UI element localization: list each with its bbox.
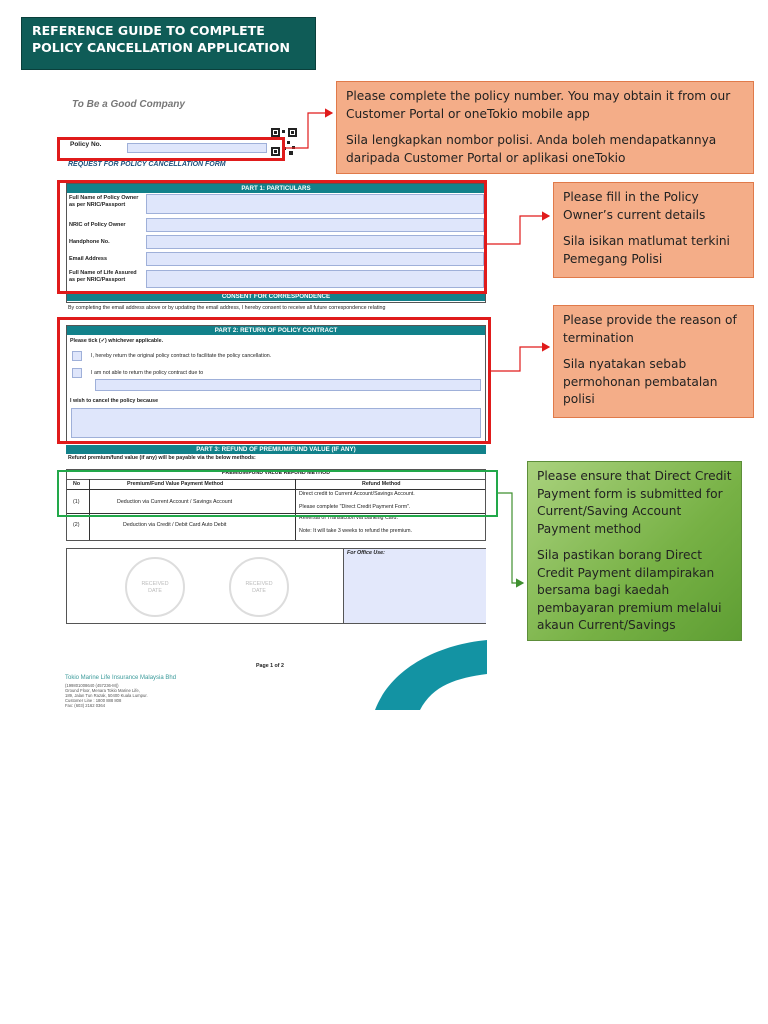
part2-instruction: Please tick (✓) whichever applicable. xyxy=(70,338,164,344)
field-label-owner-name: Full Name of Policy Owner as per NRIC/Passport xyxy=(69,195,139,208)
footer-line: Fax: (603) 2162 0364 xyxy=(65,703,106,708)
part3-header: PART 3: REFUND OF PREMIUM/FUND VALUE (IF ANY) xyxy=(66,445,486,454)
row2-method: Deduction via Credit / Debit Card Auto Debit xyxy=(123,522,227,528)
policy-no-label: Policy No. xyxy=(70,141,102,148)
callout-1-en: Please complete the policy number. You may obtain it from our Customer Portal or oneTokio mobile app xyxy=(346,89,731,121)
col-header-refund: Refund Method xyxy=(362,481,401,487)
cancel-reason-label: I wish to cancel the policy because xyxy=(70,398,159,404)
refund-table-title: PREMIUM/FUND VALUE REFUND METHOD xyxy=(67,470,485,480)
callout-3-en: Please provide the reason of termination xyxy=(563,313,737,345)
return-contract-option: I, hereby return the original policy contract to facilitate the policy cancellation. xyxy=(91,353,272,359)
office-use-label: For Office Use: xyxy=(347,550,385,556)
callout-1-ms: Sila lengkapkan nombor polisi. Anda boleh mendapatkannya daripada Customer Portal or aplikasi oneTokio xyxy=(346,133,717,165)
consent-text: By completing the email address above or by updating the email address, I hereby consent to receive all future correspondence relating xyxy=(68,305,386,311)
footer-line: (199801008640 (457236-M)) xyxy=(65,683,119,688)
row2-no: (2) xyxy=(73,522,80,528)
field-label-handphone: Handphone No. xyxy=(69,239,110,245)
page-number: Page 1 of 2 xyxy=(256,663,284,669)
part1-header: PART 1: PARTICULARS xyxy=(67,184,485,193)
row1-no: (1) xyxy=(73,499,80,505)
callout-termination-reason xyxy=(553,305,754,418)
callout-4-en: Please ensure that Direct Credit Payment form is submitted for Current/Saving Account Payment method xyxy=(537,469,732,536)
guide-title: REFERENCE GUIDE TO COMPLETE POLICY CANCELLATION APPLICATION xyxy=(32,23,291,55)
row2-refund-line1: Reversal of Transaction via Banking Card. xyxy=(299,515,398,521)
callout-4-ms: Sila pastikan borang Direct Credit Payment dilampirakan bersama bagi kaedah pembayaran premium melalui akaun Current/Savings xyxy=(537,548,722,632)
part3-intro: Refund premium/fund value (if any) will be payable via the below methods: xyxy=(68,455,256,461)
callout-direct-credit xyxy=(527,461,742,641)
footer-line: 189, Jalan Tun Razak, 50400 Kuala Lumpur. xyxy=(65,693,148,698)
stamp-1-text: RECEIVED DATE xyxy=(141,581,169,594)
stamp-2-text: RECEIVED DATE xyxy=(245,581,273,594)
field-label-owner-nric: NRIC of Policy Owner xyxy=(69,222,126,228)
row1-method: Deduction via Current Account / Savings Account xyxy=(117,499,233,505)
form-tagline: To Be a Good Company xyxy=(72,99,185,110)
field-label-life-assured: Full Name of Life Assured as per NRIC/Passport xyxy=(69,270,137,283)
form-title: REQUEST FOR POLICY CANCELLATION FORM xyxy=(68,161,226,168)
callout-3-ms: Sila nyatakan sebab permohonan pembatalan polisi xyxy=(563,357,718,406)
callout-policy-number xyxy=(336,81,754,174)
footer-company: Tokio Marine Life Insurance Malaysia Bhd xyxy=(65,675,177,681)
col-header-no: No xyxy=(73,481,81,487)
row1-refund-line1: Direct credit to Current Account/Savings Account. xyxy=(299,491,415,497)
row2-refund-line2: Note: It will take 3 weeks to refund the premium. xyxy=(299,528,413,534)
callout-2-ms: Sila isikan matlumat terkini Pemegang Polisi xyxy=(563,234,730,266)
callout-2-en: Please fill in the Policy Owner’s current details xyxy=(563,190,706,222)
col-header-method: Premium/Fund Value Payment Method xyxy=(127,481,224,487)
consent-header: CONSENT FOR CORRESPONDENCE xyxy=(67,292,485,301)
part2-header: PART 2: RETURN OF POLICY CONTRACT xyxy=(67,326,485,335)
footer-line: Ground Floor, Menara Tokio Marine Life, xyxy=(65,688,140,693)
callout-owner-details xyxy=(553,182,754,278)
not-return-option: I am not able to return the policy contract due to xyxy=(91,370,204,376)
row1-refund-line2: Please complete "Direct Credit Payment Form". xyxy=(299,504,411,510)
field-label-email: Email Address xyxy=(69,256,108,262)
footer-line: Customer Line : 1800 888 808 xyxy=(65,698,122,703)
